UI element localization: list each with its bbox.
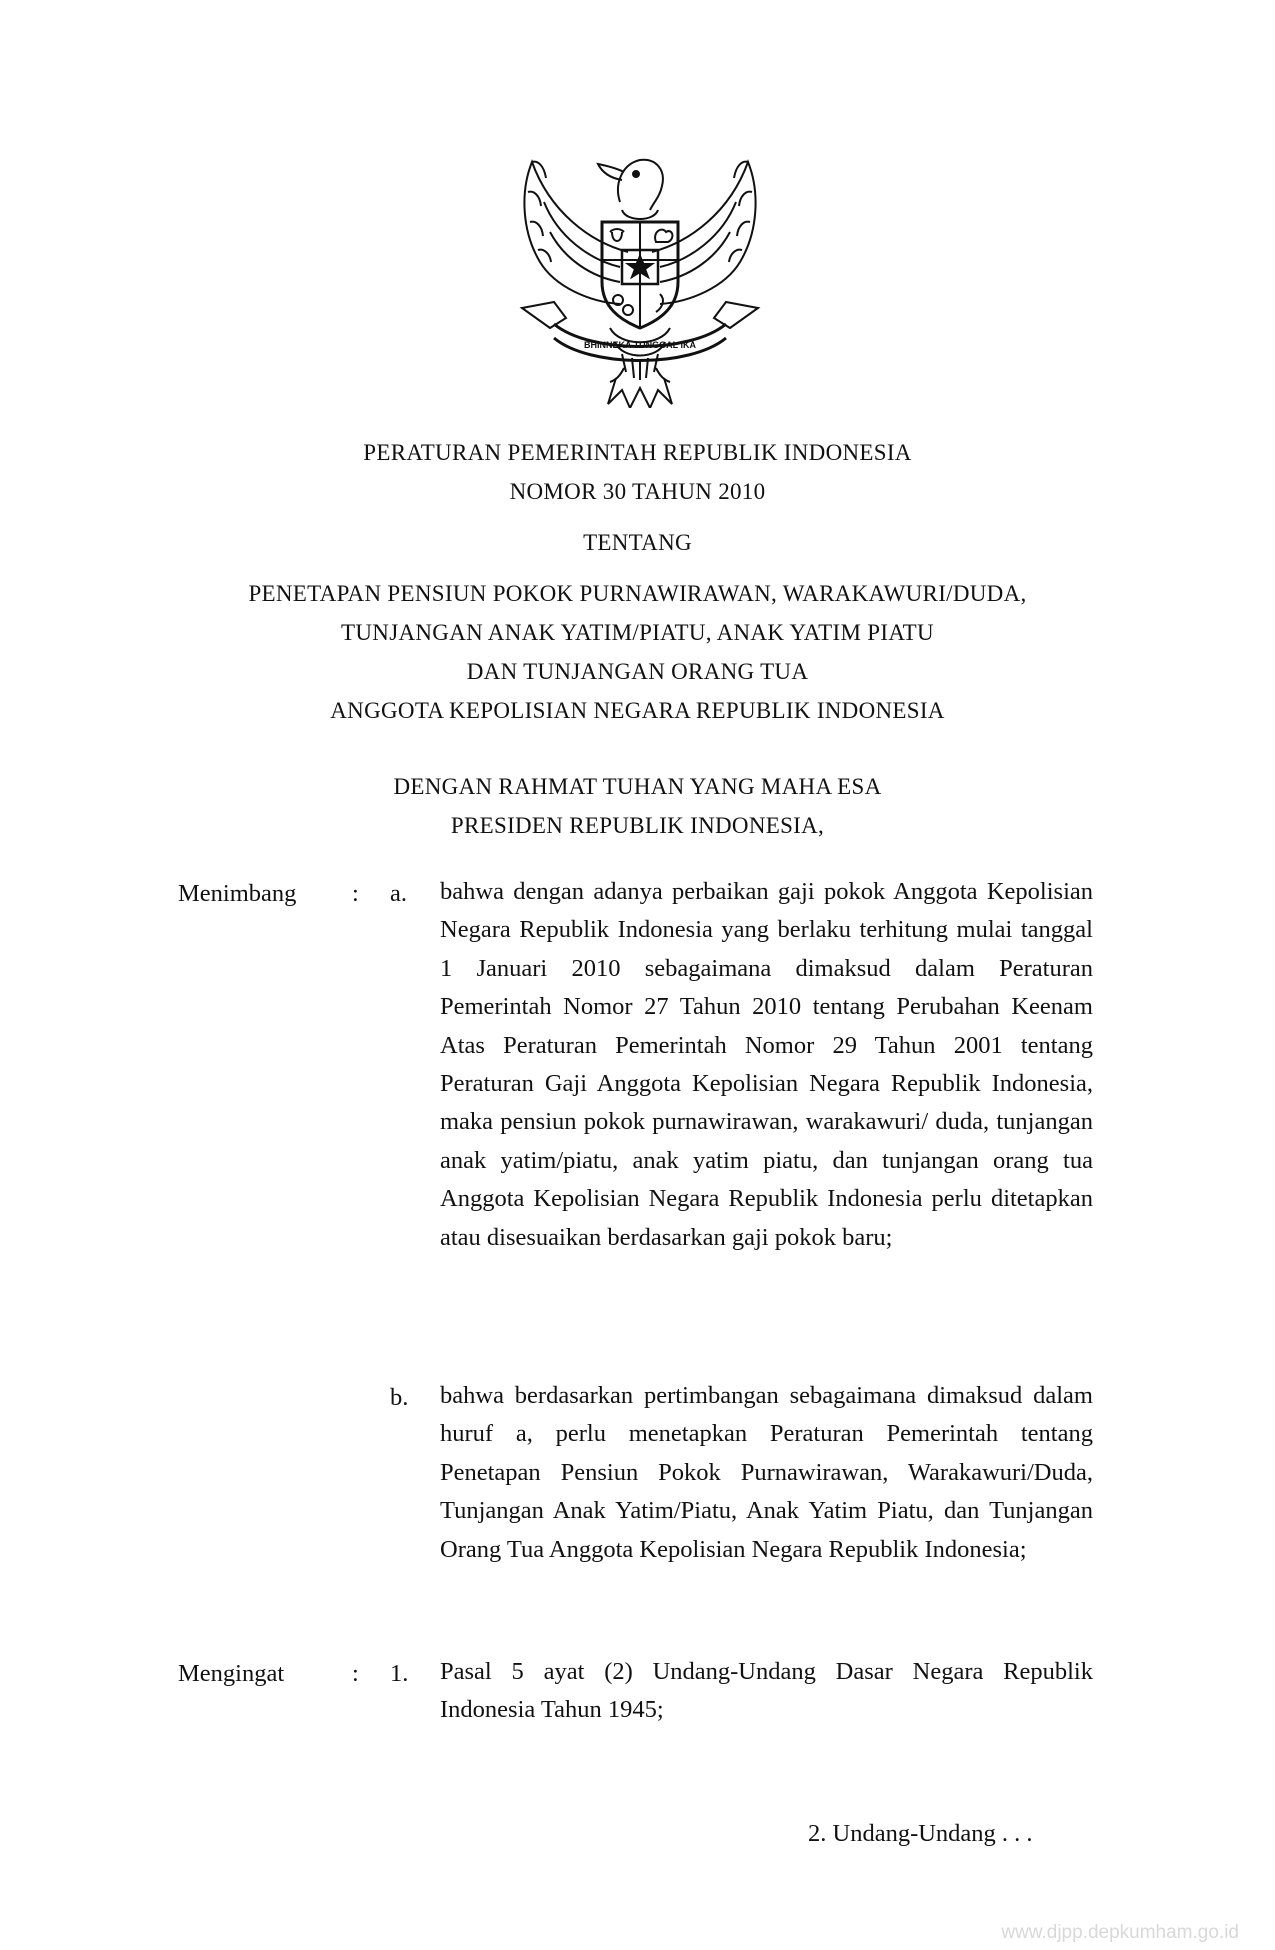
mengingat-colon: : [352, 1660, 359, 1687]
preamble-line-2: PRESIDEN REPUBLIK INDONESIA, [450, 813, 825, 838]
regulation-title: PERATURAN PEMERINTAH REPUBLIK INDONESIA [363, 440, 912, 465]
subject-line-2: TUNJANGAN ANAK YATIM/PIATU, ANAK YATIM PIATU [341, 620, 934, 645]
mengingat-label: Mengingat [178, 1660, 285, 1687]
regulation-number: NOMOR 30 TAHUN 2010 [509, 479, 766, 504]
mengingat-item-1-text: Pasal 5 ayat (2) Undang-Undang Dasar Negara Republik Indonesia Tahun 1945; [440, 1658, 1093, 1724]
garuda-emblem-icon [510, 132, 770, 408]
menimbang-item-a-text: bahwa dengan adanya perbaikan gaji pokok Anggota Kepolisian Negara Republik Indonesia yang berlaku terhitung mulai tanggal 1 Januari 2010 sebagaimana dimaksud dalam Peraturan Pemerintah Nomor 27 Tahun 2010 tentang Perubahan Keenam Atas Peraturan Pemerintah Nomor 29 Tahun 2001 tentang Peraturan Gaji Anggota Kepolisian Negara Republik Indonesia, maka pensiun pokok purnawirawan, warakawuri/ duda, tunjangan anak yatim/piatu, anak yatim piatu, dan tunjangan orang tua Anggota Kepolisian Negara Republik Indonesia perlu ditetapkan atau disesuaikan berdasarkan gaji pokok baru; [440, 878, 1093, 1251]
preamble-line-1: DENGAN RAHMAT TUHAN YANG MAHA ESA [393, 774, 882, 799]
next-page-indicator: 2. Undang-Undang . . . [808, 1820, 1033, 1847]
menimbang-colon: : [352, 880, 359, 907]
menimbang-item-b-mark: b. [390, 1384, 409, 1411]
subject-line-3: DAN TUNJANGAN ORANG TUA [466, 659, 809, 684]
mengingat-item-1-mark: 1. [390, 1660, 409, 1687]
subject-line-4: ANGGOTA KEPOLISIAN NEGARA REPUBLIK INDONESIA [330, 698, 945, 723]
emblem-motto: BHINNEKA TUNGGAL IKA [584, 340, 696, 350]
menimbang-item-b-text: bahwa berdasarkan pertimbangan sebagaimana dimaksud dalam huruf a, perlu menetapkan Peraturan Pemerintah tentang Penetapan Pensiun Pokok Purnawirawan, Warakawuri/Duda, Tunjangan Anak Yatim/Piatu, Anak Yatim Piatu, dan Tunjangan Orang Tua Anggota Kepolisian Negara Republik Indonesia; [440, 1382, 1093, 1563]
menimbang-item-a-mark: a. [390, 880, 407, 907]
watermark-text: www.djpp.depkumham.go.id [1001, 1922, 1239, 1943]
menimbang-label: Menimbang [178, 880, 297, 907]
subject-line-1: PENETAPAN PENSIUN POKOK PURNAWIRAWAN, WARAKAWURI/DUDA, [248, 581, 1027, 606]
regulation-about-label: TENTANG [583, 530, 692, 555]
